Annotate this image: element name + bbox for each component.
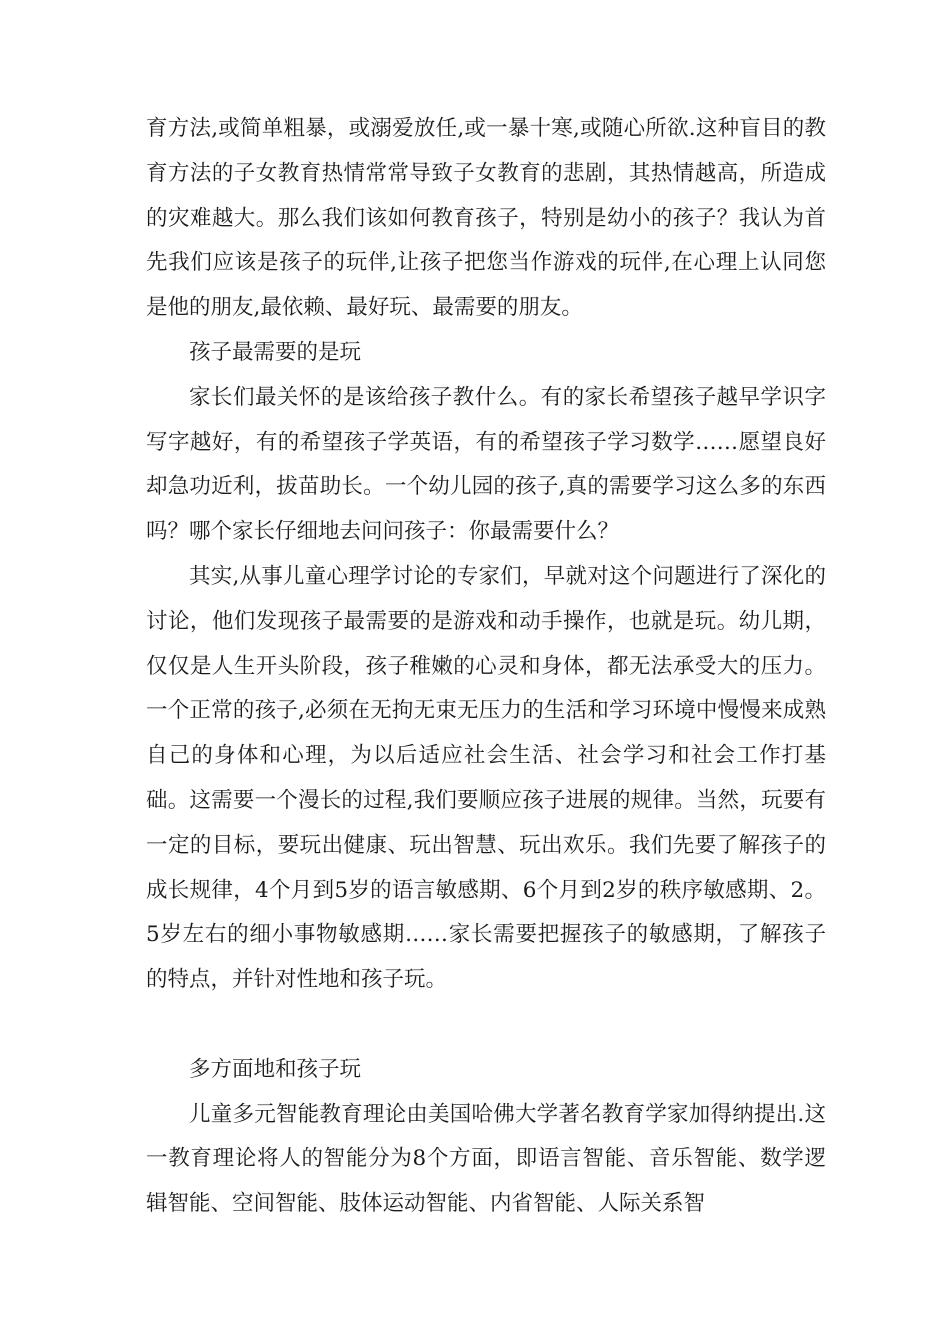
paragraph-continuation: 育方法,或简单粗暴，或溺爱放任,或一暴十寒,或随心所欲.这种盲目的教育方法的子女教育热情常常导致子女教育的悲剧，其热情越高，所造成的灾难越大。那么我们该如何教育孩子，特别是幼小的孩子？我认为首先我们应该是孩子的玩伴,让孩子把您当作游戏的玩伴,在心理上认同您是他的朋友,最依赖、最好玩、最需要的朋友。: [146, 116, 826, 321]
paragraph-multiple-intelligences: 儿童多元智能教育理论由美国哈佛大学著名教育学家加得纳提出.这一教育理论将人的智能分为8个方面，即语言智能、音乐智能、数学逻辑智能、空间智能、肢体运动智能、内省智能、人际关系智: [146, 1101, 826, 1217]
paragraph-expert-research: 其实,从事儿童心理学讨论的专家们，早就对这个问题进行了深化的讨论，他们发现孩子最需要的是游戏和动手操作，也就是玩。幼儿期，仅仅是人生开头阶段，孩子稚嫩的心灵和身体，都无法承受大的压力。一个正常的孩子,必须在无拘无束无压力的生活和学习环境中慢慢来成熟自己的身体和心理，为以后适应社会生活、社会学习和社会工作打基础。这需要一个漫长的过程,我们要顺应孩子进展的规律。当然，玩要有一定的目标，要玩出健康、玩出智慧、玩出欢乐。我们先要了解孩子的成长规律，4个月到5岁的语言敏感期、6个月到2岁的秩序敏感期、2。5岁左右的细小事物敏感期……家长需要把握孩子的敏感期，了解孩子的特点，并针对性地和孩子玩。: [146, 563, 826, 993]
section-heading-multi-play: 多方面地和孩子玩: [189, 1056, 362, 1082]
paragraph-parents-concern: 家长们最关怀的是该给孩子教什么。有的家长希望孩子越早学识字写字越好，有的希望孩子学英语，有的希望孩子学习数学……愿望良好却急功近利，拔苗助长。一个幼儿园的孩子,真的需要学习这么多的东西吗？哪个家长仔细地去问问孩子：你最需要什么？: [146, 384, 826, 545]
document-body: [146, 107, 826, 1227]
section-heading-play: 孩子最需要的是玩: [189, 339, 362, 365]
blank-line: [146, 1003, 826, 1048]
